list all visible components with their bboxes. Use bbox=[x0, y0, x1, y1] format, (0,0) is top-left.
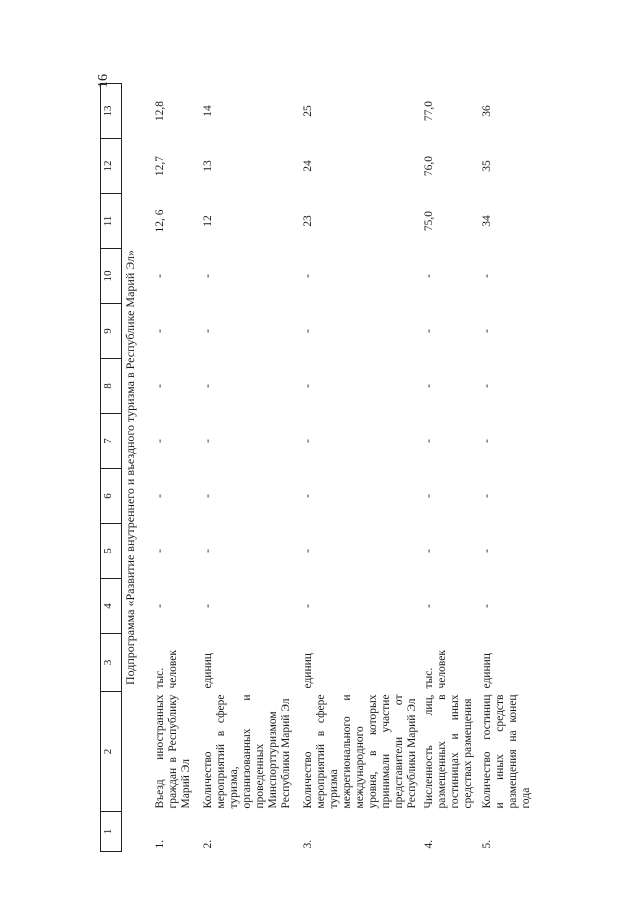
value-cell: - bbox=[154, 549, 166, 553]
value-cell: - bbox=[154, 494, 166, 498]
header-cell: 9 bbox=[101, 304, 122, 359]
value-cell: 75,0 bbox=[423, 210, 435, 232]
indicator-name: Количество мероприятий в сфере туризма межрегионального и международного уровня, в которых принимали участие представители от Республики Марий Эл bbox=[302, 694, 418, 809]
value-cell: 35 bbox=[481, 160, 493, 172]
value-cell: 34 bbox=[481, 215, 493, 227]
table-row bbox=[479, 84, 537, 852]
value-cell: 12,8 bbox=[154, 100, 166, 122]
value-cell: 24 bbox=[302, 160, 314, 172]
subprogram-title-row bbox=[122, 84, 153, 852]
value-cell: - bbox=[423, 604, 435, 608]
value-cell: - bbox=[423, 329, 435, 333]
value-cell: - bbox=[302, 604, 314, 608]
value-cell: - bbox=[423, 439, 435, 443]
value-cell: - bbox=[423, 549, 435, 553]
subprogram-title: Подпрограмма «Развитие внутреннего и въездного туризма в Республике Марий Эл» bbox=[123, 249, 137, 686]
value-cell: 12,7 bbox=[154, 155, 166, 177]
table-row bbox=[300, 84, 421, 852]
value-cell: 36 bbox=[481, 105, 493, 117]
value-cell: - bbox=[154, 329, 166, 333]
header-cell: 6 bbox=[101, 469, 122, 524]
header-cell: 13 bbox=[101, 84, 122, 139]
header-cell: 10 bbox=[101, 249, 122, 304]
value-cell: 12, 6 bbox=[154, 209, 166, 233]
indicator-name: Въезд иностранных граждан в Республику Марий Эл bbox=[154, 694, 192, 809]
row-number: 3. bbox=[302, 839, 314, 849]
unit: тыс. человек bbox=[423, 650, 448, 689]
value-cell: - bbox=[423, 274, 435, 278]
value-cell: 23 bbox=[302, 215, 314, 227]
value-cell: - bbox=[302, 439, 314, 443]
header-cell: 4 bbox=[101, 579, 122, 634]
value-cell: - bbox=[481, 384, 493, 388]
value-cell: - bbox=[202, 329, 214, 333]
value-cell: 76,0 bbox=[423, 155, 435, 177]
rotated-table-container bbox=[100, 72, 532, 852]
header-cell: 1 bbox=[101, 812, 122, 852]
value-cell: - bbox=[202, 494, 214, 498]
value-cell: - bbox=[481, 439, 493, 443]
header-cell: 3 bbox=[101, 634, 122, 692]
header-cell: 5 bbox=[101, 524, 122, 579]
unit: единиц bbox=[481, 653, 493, 689]
value-cell: - bbox=[302, 549, 314, 553]
indicators-table bbox=[100, 83, 537, 852]
row-number: 2. bbox=[202, 839, 214, 849]
header-cell: 2 bbox=[101, 692, 122, 812]
value-cell: - bbox=[481, 549, 493, 553]
value-cell: - bbox=[302, 494, 314, 498]
row-number: 4. bbox=[423, 839, 435, 849]
indicator-name: Количество мероприятий в сфере туризма, организованных и проведенных Минспорттуризмом Республики Марий Эл bbox=[202, 694, 292, 809]
value-cell: - bbox=[481, 604, 493, 608]
value-cell: 25 bbox=[302, 105, 314, 117]
value-cell: - bbox=[302, 274, 314, 278]
indicator-name: Количество гостиниц и иных средств размещения на конец года bbox=[481, 694, 532, 809]
value-cell: - bbox=[202, 274, 214, 278]
value-cell: - bbox=[202, 384, 214, 388]
column-number-header bbox=[101, 84, 122, 852]
table-row bbox=[152, 84, 200, 852]
value-cell: - bbox=[302, 329, 314, 333]
unit: тыс. человек bbox=[154, 650, 179, 689]
value-cell: - bbox=[154, 604, 166, 608]
header-cell: 7 bbox=[101, 414, 122, 469]
value-cell: - bbox=[481, 274, 493, 278]
value-cell: 12 bbox=[202, 215, 214, 227]
value-cell: - bbox=[481, 329, 493, 333]
value-cell: - bbox=[423, 384, 435, 388]
value-cell: - bbox=[154, 439, 166, 443]
header-cell: 12 bbox=[101, 139, 122, 194]
page-number: 16 bbox=[96, 74, 111, 88]
value-cell: 13 bbox=[202, 160, 214, 172]
value-cell: - bbox=[202, 604, 214, 608]
value-cell: 77,0 bbox=[423, 100, 435, 122]
value-cell: 14 bbox=[202, 105, 214, 117]
unit: единиц bbox=[202, 653, 214, 689]
value-cell: - bbox=[423, 494, 435, 498]
table-row bbox=[421, 84, 479, 852]
value-cell: - bbox=[154, 274, 166, 278]
indicator-name: Численность лиц, размещенных в гостиницах и иных средствах размещения bbox=[423, 694, 474, 809]
table-row bbox=[200, 84, 300, 852]
value-cell: - bbox=[202, 439, 214, 443]
header-cell: 11 bbox=[101, 194, 122, 249]
row-number: 1. bbox=[154, 839, 166, 849]
value-cell: - bbox=[154, 384, 166, 388]
header-cell: 8 bbox=[101, 359, 122, 414]
row-number: 5. bbox=[481, 839, 493, 849]
value-cell: - bbox=[302, 384, 314, 388]
value-cell: - bbox=[481, 494, 493, 498]
value-cell: - bbox=[202, 549, 214, 553]
unit: единиц bbox=[302, 653, 314, 689]
